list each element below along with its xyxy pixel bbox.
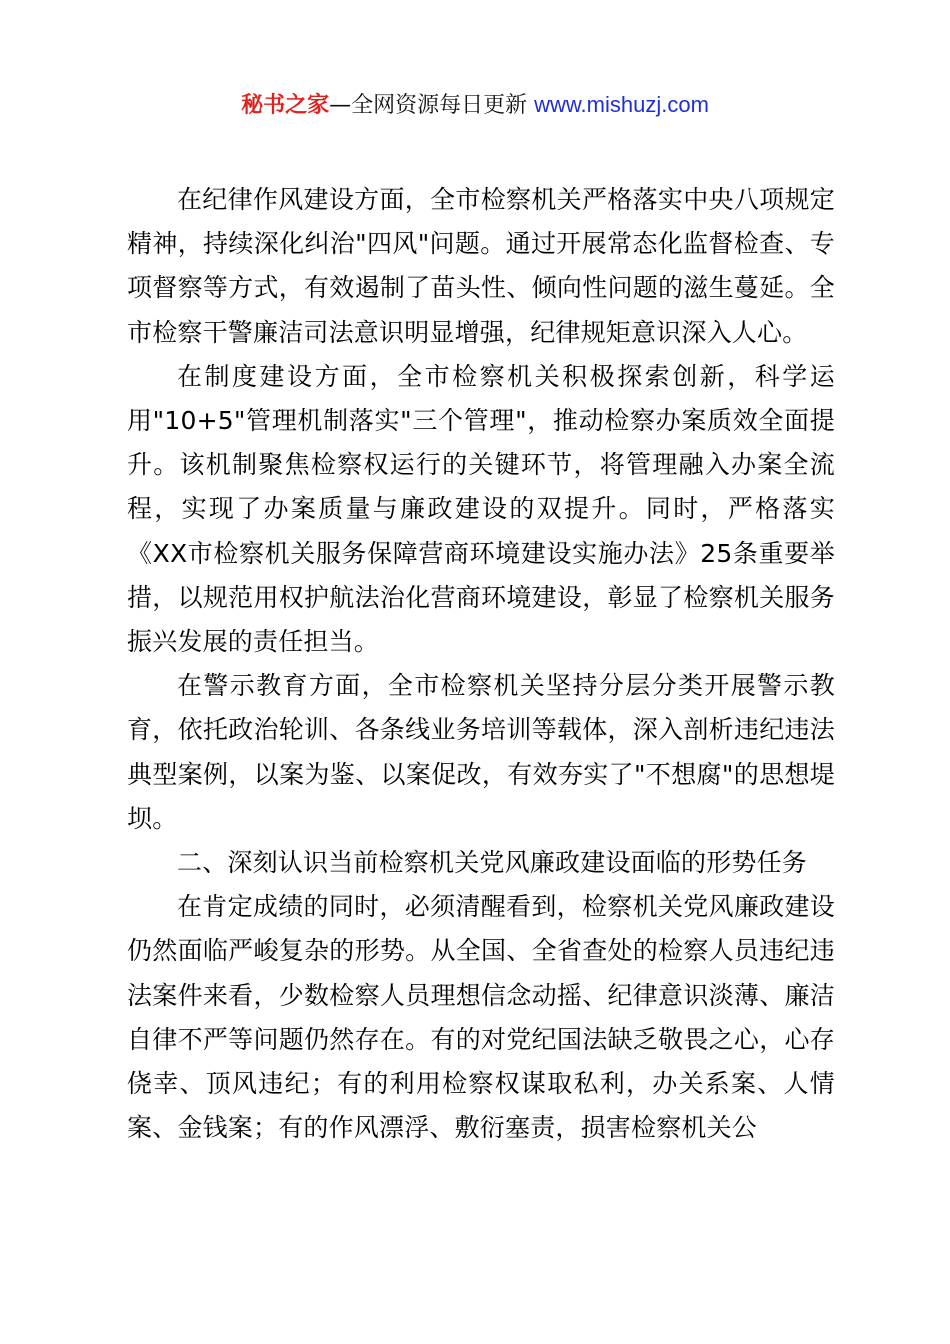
paragraph-discipline: 在纪律作风建设方面，全市检察机关严格落实中央八项规定精神，持续深化纠治"四风"问题。通过开展常态化监督检查、专项督察等方式，有效遏制了苗头性、倾向性问题的滋生蔓延。全市检察干警廉洁司法意识明显增强，纪律规矩意识深入人心。 (127, 185, 835, 347)
brand-name: 秘书之家 (241, 93, 330, 118)
paragraph-warning-education: 在警示教育方面，全市检察机关坚持分层分类开展警示教育，依托政治轮训、各条线业务培训等载体，深入剖析违纪违法典型案例，以案为鉴、以案促改，有效夯实了"不想腐"的思想堤坝。 (127, 671, 835, 833)
paragraph-situation: 在肯定成绩的同时，必须清醒看到，检察机关党风廉政建设仍然面临严峻复杂的形势。从全国、全省查处的检察人员违纪违法案件来看，少数检察人员理想信念动摇、纪律意识淡薄、廉洁自律不严等问题仍然存在。有的对党纪国法缺乏敬畏之心，心存侥幸、顶风违纪；有的利用检察权谋取私利，办关系案、人情案、金钱案；有的作风漂浮、敷衍塞责，损害检察机关公 (127, 892, 835, 1143)
document-body (127, 178, 835, 1150)
section-heading: 二、深刻认识当前检察机关党风廉政建设面临的形势任务 (177, 848, 808, 878)
site-header (0, 88, 950, 123)
paragraph-institution: 在制度建设方面，全市检察机关积极探索创新，科学运用"10+5"管理机制落实"三个管理"，推动检察办案质效全面提升。该机制聚焦检察权运行的关键环节，将管理融入办案全流程，实现了办案质量与廉政建设的双提升。同时，严格落实《XX市检察机关服务保障营商环境建设实施办法》25条重要举措，以规范用权护航法治化营商环境建设，彰显了检察机关服务振兴发展的责任担当。 (127, 361, 835, 657)
header-tagline: —全网资源每日更新 (329, 93, 535, 118)
site-url-link[interactable]: www.mishuzj.com (534, 92, 709, 117)
